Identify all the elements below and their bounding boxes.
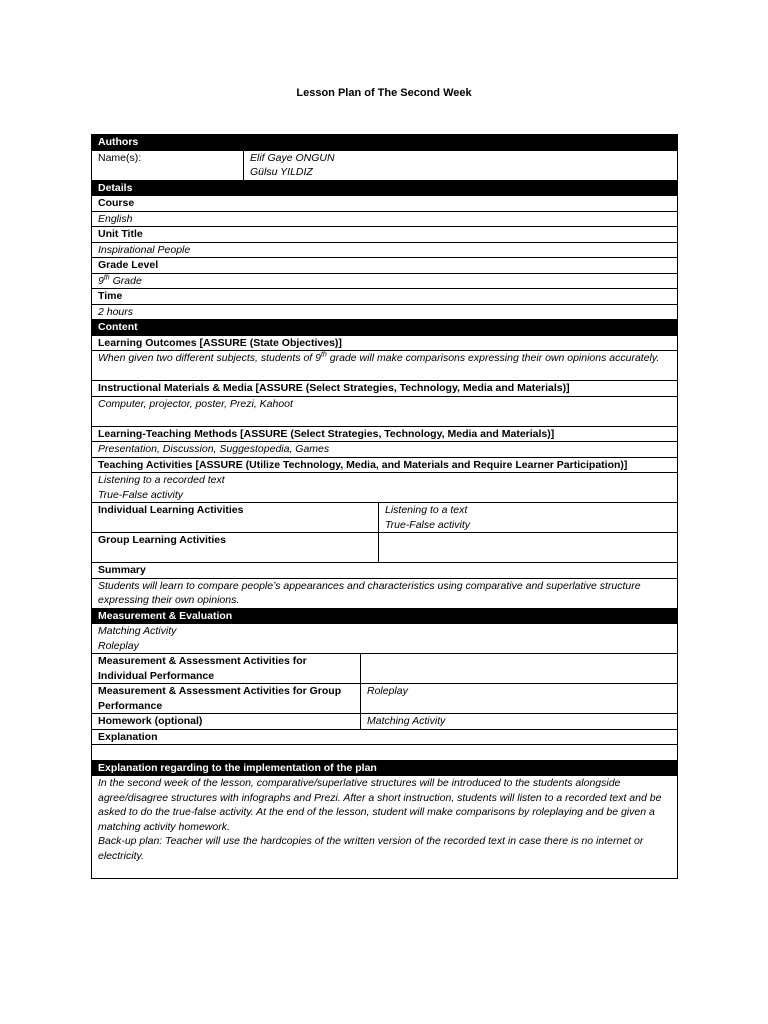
explanation-label: Explanation [92, 729, 678, 745]
measurement-item: Roleplay [98, 639, 139, 652]
individual-assessment-value [361, 654, 678, 684]
individual-learning-label: Individual Learning Activities [92, 503, 379, 533]
learning-outcomes-tag: [ASSURE (State Objectives)] [199, 336, 342, 349]
unit-title-value: Inspirational People [92, 242, 678, 258]
methods-tag: [ASSURE (Select Strategies, Technology, Media and Materials)] [240, 427, 555, 440]
measurement-item: Matching Activity [98, 625, 177, 637]
teaching-activities-tag: [ASSURE (Utilize Technology, Media, and Materials and Require Learner Participation)] [195, 458, 628, 471]
lesson-plan-table [91, 134, 678, 879]
author-name: Gülsu YILDIZ [250, 166, 313, 178]
grade-ordinal: th [103, 274, 110, 281]
homework-label: Homework (optional) [92, 714, 361, 730]
page-title: Lesson Plan of The Second Week [296, 87, 472, 99]
backup-plan: Back-up plan: Teacher will use the hardcopies of the written version of the recorded text in case there is no internet or electricity. [98, 835, 644, 862]
grade-word: Grade [112, 274, 142, 287]
teaching-activities-value [92, 473, 678, 503]
summary-value: Students will learn to compare people’s appearances and characteristics using comparative and superlative structure expressing their own opinions. [92, 578, 678, 608]
methods-value: Presentation, Discussion, Suggestopedia, Games [92, 442, 678, 458]
outcomes-ordinal: th [320, 351, 327, 359]
authors-header: Authors [92, 135, 678, 151]
activity-item: Listening to a recorded text [98, 474, 225, 486]
content-header: Content [92, 320, 678, 336]
course-value: English [92, 211, 678, 227]
summary-label: Summary [92, 563, 678, 579]
learning-outcomes-label [92, 335, 678, 351]
individual-activity-item: Listening to a text [385, 504, 468, 516]
grade-level-label: Grade Level [92, 258, 678, 274]
methods-title: Learning-Teaching Methods [98, 427, 238, 440]
measurement-header: Measurement & Evaluation [92, 608, 678, 624]
implementation-value [92, 776, 678, 879]
materials-title: Instructional Materials & Media [98, 382, 253, 394]
group-learning-label: Group Learning Activities [92, 533, 379, 563]
explanation-value [92, 745, 678, 761]
course-label: Course [92, 196, 678, 212]
group-learning-value [379, 533, 678, 563]
methods-label [92, 426, 678, 442]
implementation-paragraph: In the second week of the lesson, comparative/superlative structures will be introduced to the students alongside agree/disagree structures with infographs and Prezi. After a short instruction, students will listen to a recorded text and be asked to do the true-false activity. At the end of the lesson, student will make comparisons by roleplaying and be given a matching activity homework. [98, 777, 662, 833]
learning-outcomes-value [92, 351, 678, 381]
time-value: 2 hours [92, 304, 678, 320]
measurement-items [92, 624, 678, 654]
materials-value: Computer, projector, poster, Prezi, Kahoot [92, 396, 678, 426]
individual-assessment-label: Measurement & Assessment Activities for Individual Performance [92, 654, 361, 684]
details-header: Details [92, 180, 678, 196]
implementation-header: Explanation regarding to the implementation of the plan [92, 760, 678, 776]
individual-activity-item: True-False activity [385, 518, 470, 531]
teaching-activities-title: Teaching Activities [98, 458, 193, 471]
individual-learning-value [379, 503, 678, 533]
author-name: Elif Gaye ONGUN [250, 151, 335, 164]
grade-number: 9 [98, 274, 104, 287]
names-label: Name(s): [92, 150, 244, 180]
group-assessment-label: Measurement & Assessment Activities for Group Performance [92, 684, 361, 714]
teaching-activities-label [92, 457, 678, 473]
materials-label [92, 381, 678, 397]
activity-item: True-False activity [98, 488, 183, 501]
homework-value: Matching Activity [361, 714, 678, 730]
materials-tag: [ASSURE (Select Strategies, Technology, Media and Materials)] [255, 382, 570, 394]
names-value [244, 150, 678, 180]
unit-title-label: Unit Title [92, 227, 678, 243]
outcomes-text-end: grade will make comparisons expressing their own opinions accurately. [326, 352, 660, 364]
outcomes-text-start: When given two different subjects, students of 9 [98, 352, 321, 364]
learning-outcomes-title: Learning Outcomes [98, 336, 197, 349]
group-assessment-value: Roleplay [361, 684, 678, 714]
grade-level-value [92, 273, 678, 289]
time-label: Time [92, 289, 678, 305]
